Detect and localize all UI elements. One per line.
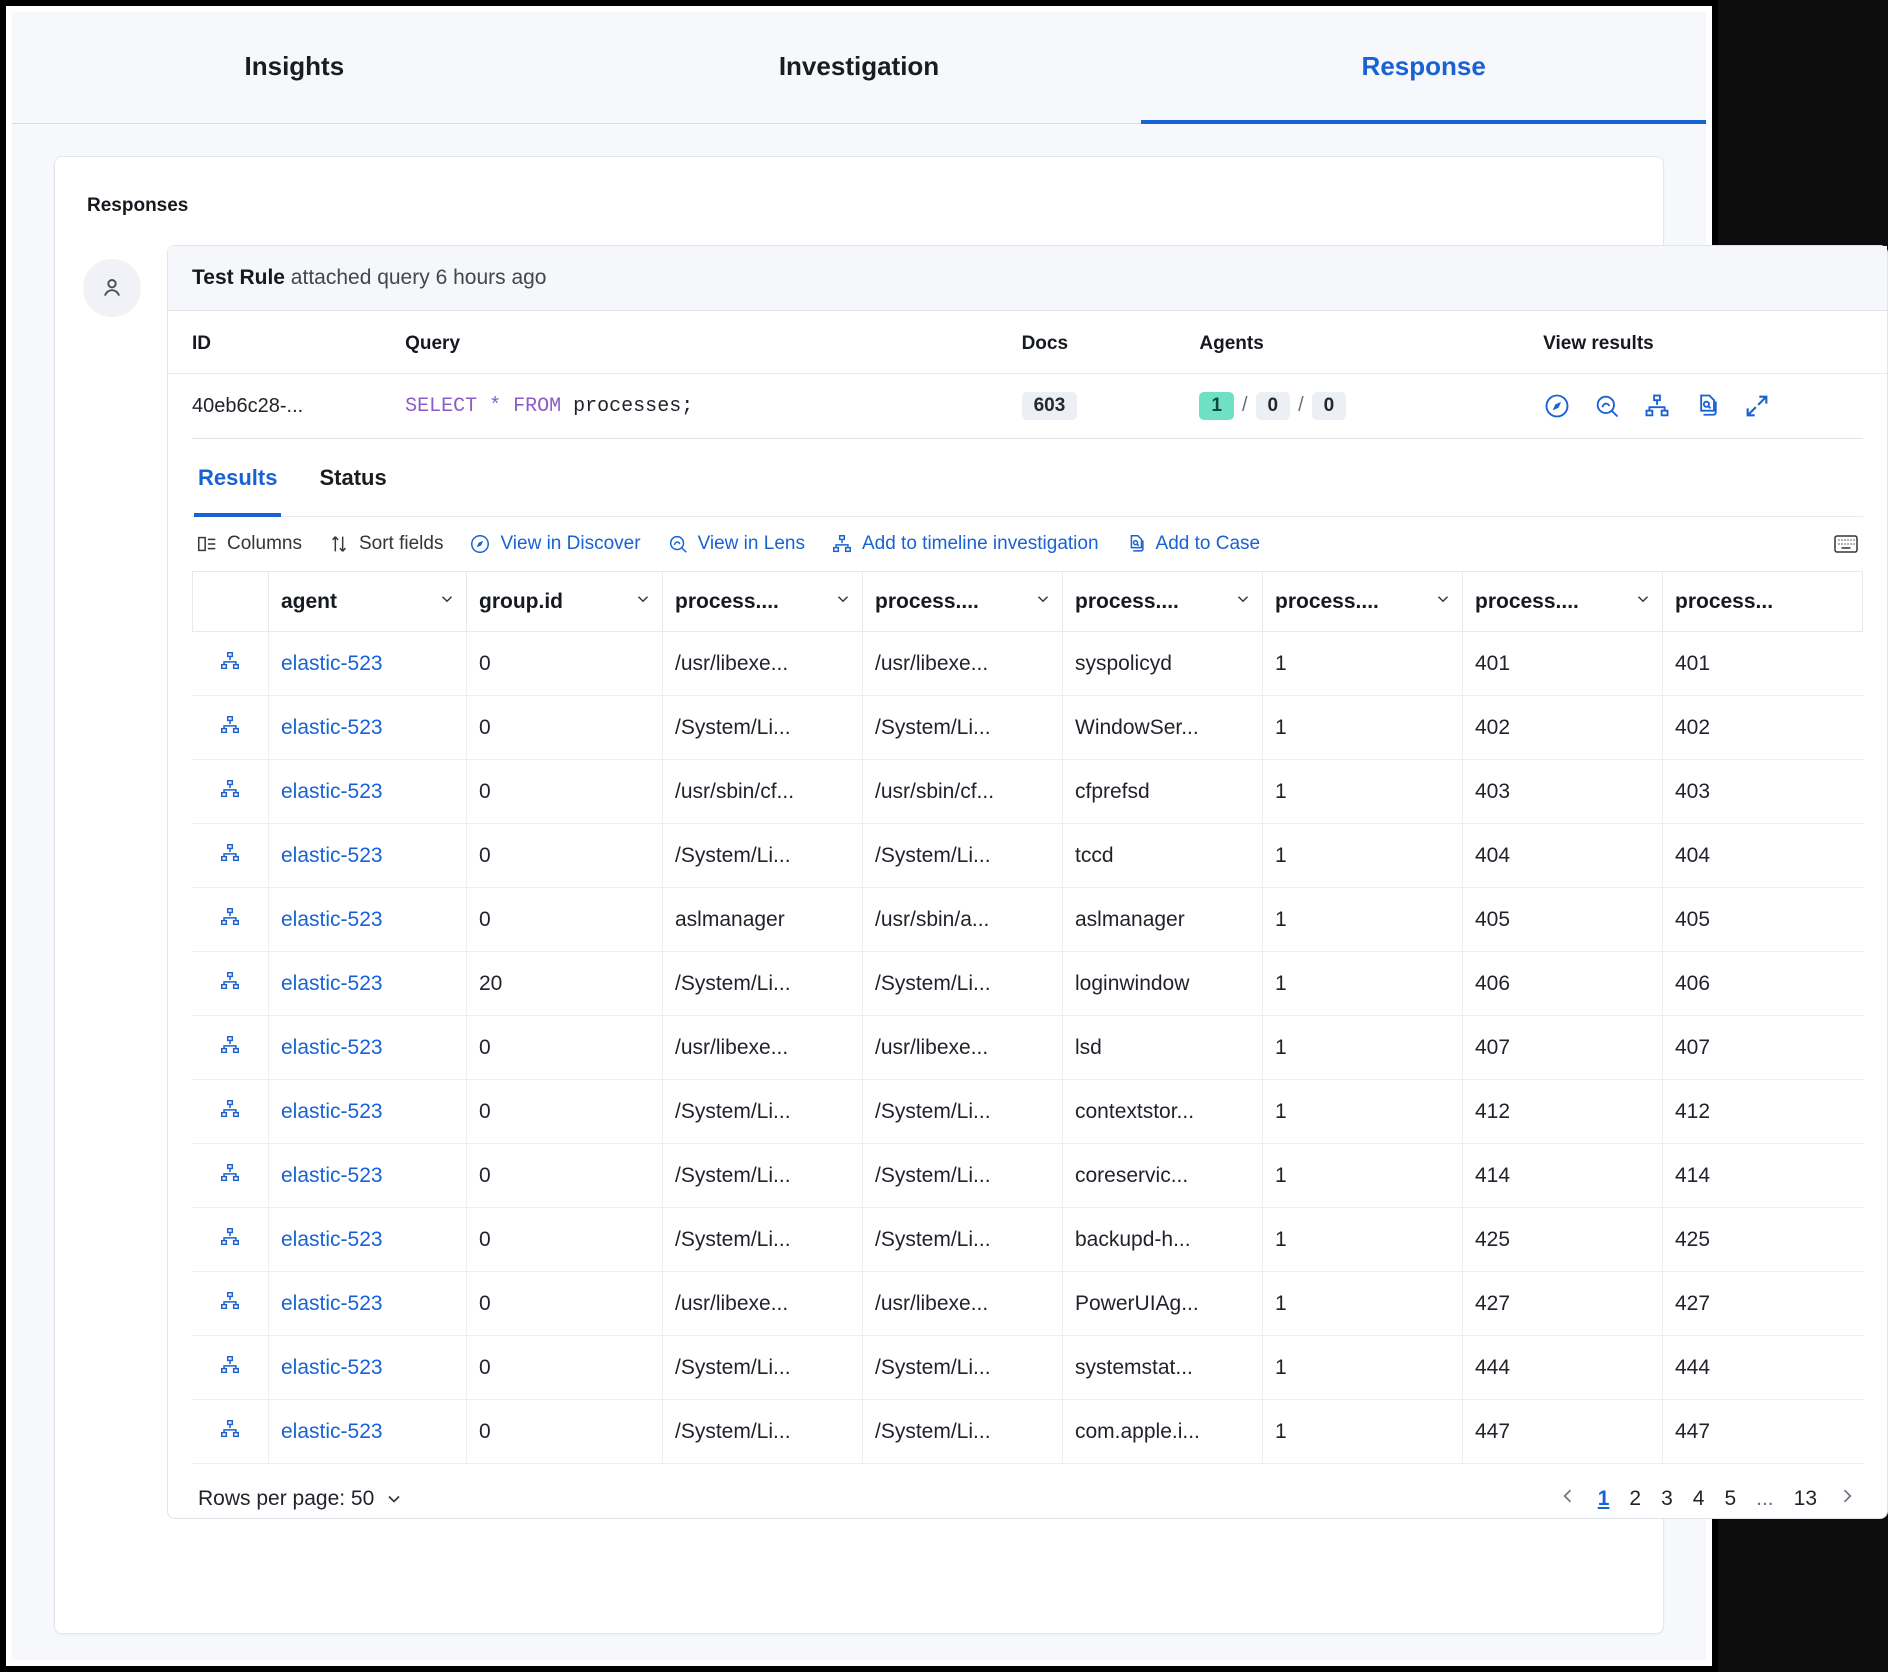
cell-process-4: 1 <box>1263 1336 1463 1400</box>
cell-process-3: coreservic... <box>1063 1144 1263 1208</box>
view-in-discover-label: View in Discover <box>500 533 641 554</box>
cell-agent[interactable] <box>269 1144 467 1208</box>
th-agent-label: agent <box>281 589 338 613</box>
cell-process-4: 1 <box>1263 952 1463 1016</box>
th-view-results: View results <box>1543 311 1887 374</box>
th-group-id[interactable] <box>467 572 663 632</box>
table-row <box>193 1016 1863 1080</box>
chevron-down-icon[interactable] <box>438 590 456 614</box>
tab-status[interactable]: Status <box>319 465 387 490</box>
cell-process-3: PowerUIAg... <box>1063 1272 1263 1336</box>
agent-link[interactable]: elastic-523 <box>281 843 383 867</box>
cell-process-6: 444 <box>1663 1336 1863 1400</box>
add-to-case-label: Add to Case <box>1155 533 1261 554</box>
previous-page-button[interactable] <box>1558 1486 1578 1512</box>
rows-per-page-select[interactable] <box>198 1487 404 1511</box>
cell-process-3: backupd-h... <box>1063 1208 1263 1272</box>
row-expand-button[interactable] <box>193 1208 269 1272</box>
view-in-lens-label: View in Lens <box>697 533 805 554</box>
timeline-icon <box>219 778 241 800</box>
page-body <box>12 12 1817 1660</box>
chevron-down-icon[interactable] <box>634 590 652 614</box>
table-row <box>193 632 1863 696</box>
rule-name: Test Rule <box>192 266 285 289</box>
page-button-5[interactable]: 5 <box>1724 1487 1737 1510</box>
query-card <box>167 245 1888 1519</box>
cell-process-2: /System/Li... <box>863 1144 1063 1208</box>
card-header <box>168 246 1887 311</box>
cell-process-6: 401 <box>1663 632 1863 696</box>
tab-results[interactable]: Results <box>194 439 281 517</box>
add-to-timeline-label: Add to timeline investigation <box>861 533 1099 554</box>
cell-process-5: 403 <box>1463 760 1663 824</box>
cell-process-3: contextstor... <box>1063 1080 1263 1144</box>
add-to-timeline-button[interactable] <box>831 533 1099 555</box>
table-row <box>193 1272 1863 1336</box>
cell-process-2: /System/Li... <box>863 1336 1063 1400</box>
grid-body <box>193 632 1863 1464</box>
cell-process-5: 405 <box>1463 888 1663 952</box>
th-process-5-label: process.... <box>1475 589 1579 613</box>
tab-investigation[interactable]: Investigation <box>778 50 940 81</box>
sql-table: processes; <box>561 394 694 418</box>
cell-process-5: 404 <box>1463 824 1663 888</box>
cell-process-1: /usr/libexe... <box>663 1016 863 1080</box>
query-id: 40eb6c28-... <box>192 394 304 417</box>
th-process-4[interactable] <box>1263 572 1463 632</box>
table-row <box>193 1336 1863 1400</box>
results-grid <box>192 571 1863 1464</box>
cell-group-id: 0 <box>467 888 663 952</box>
timeline-icon <box>219 906 241 928</box>
response-entry <box>83 245 1817 1519</box>
grid-footer <box>192 1464 1863 1518</box>
th-process-1-label: process.... <box>675 589 779 613</box>
cell-process-6: 425 <box>1663 1208 1863 1272</box>
cell-process-1: /usr/libexe... <box>663 1272 863 1336</box>
cell-process-3: tccd <box>1063 824 1263 888</box>
cell-process-5: 425 <box>1463 1208 1663 1272</box>
fullscreen-icon <box>1833 533 1859 555</box>
cell-process-2: /usr/sbin/a... <box>863 888 1063 952</box>
cell-process-6: 404 <box>1663 824 1863 888</box>
cell-group-id: 0 <box>467 1208 663 1272</box>
timeline-icon <box>219 970 241 992</box>
cell-process-1: /System/Li... <box>663 696 863 760</box>
th-query: Query <box>405 311 1021 374</box>
agent-link[interactable]: elastic-523 <box>281 1419 383 1443</box>
cell-process-1: aslmanager <box>663 888 863 952</box>
pagination <box>1558 1486 1857 1512</box>
table-row <box>193 1144 1863 1208</box>
timeline-icon <box>219 714 241 736</box>
discover-icon <box>469 533 491 555</box>
cell-process-4: 1 <box>1263 1080 1463 1144</box>
grid-toolbar <box>192 517 1863 571</box>
cell-process-3: lsd <box>1063 1016 1263 1080</box>
cell-process-1: /System/Li... <box>663 1336 863 1400</box>
cell-process-6: 402 <box>1663 696 1863 760</box>
cell-group-id: 0 <box>467 632 663 696</box>
chevron-down-icon[interactable] <box>834 590 852 614</box>
next-page-button[interactable] <box>1837 1486 1857 1512</box>
agent-link[interactable]: elastic-523 <box>281 1163 383 1187</box>
cell-process-5: 447 <box>1463 1400 1663 1464</box>
view-results-actions <box>1543 374 1887 439</box>
case-icon <box>1125 533 1147 555</box>
cell-process-1: /System/Li... <box>663 1400 863 1464</box>
row-expand-button[interactable] <box>193 1272 269 1336</box>
cell-process-3: com.apple.i... <box>1063 1400 1263 1464</box>
cell-group-id: 0 <box>467 1400 663 1464</box>
cell-process-4: 1 <box>1263 1272 1463 1336</box>
cell-process-3: systemstat... <box>1063 1336 1263 1400</box>
columns-button[interactable] <box>196 533 302 555</box>
rule-subtitle: attached query 6 hours ago <box>284 266 547 289</box>
th-agent[interactable] <box>269 572 467 632</box>
cell-agent[interactable] <box>269 760 467 824</box>
cell-process-6: 447 <box>1663 1400 1863 1464</box>
cell-process-1: /System/Li... <box>663 1208 863 1272</box>
agents-failed-badge: 0 <box>1312 392 1347 420</box>
page-title: Responses <box>87 195 189 216</box>
cell-process-5: 444 <box>1463 1336 1663 1400</box>
cell-process-4: 1 <box>1263 632 1463 696</box>
cell-process-2: /System/Li... <box>863 952 1063 1016</box>
row-expand-button[interactable] <box>193 952 269 1016</box>
page-button-2[interactable]: 2 <box>1629 1487 1642 1510</box>
cell-process-5: 407 <box>1463 1016 1663 1080</box>
th-id: ID <box>168 311 405 374</box>
cell-group-id: 0 <box>467 1144 663 1208</box>
cell-process-2: /System/Li... <box>863 824 1063 888</box>
th-process-2-label: process.... <box>875 589 979 613</box>
agents-pending-badge: 0 <box>1256 392 1291 420</box>
cell-process-6: 407 <box>1663 1016 1863 1080</box>
timeline-icon <box>219 842 241 864</box>
cell-process-1: /usr/sbin/cf... <box>663 760 863 824</box>
row-expand-button[interactable] <box>193 1144 269 1208</box>
cell-agent[interactable] <box>269 952 467 1016</box>
top-tabbar <box>12 12 1706 124</box>
query-summary-table <box>168 311 1887 438</box>
cell-process-4: 1 <box>1263 1016 1463 1080</box>
table-row <box>193 696 1863 760</box>
table-row <box>193 888 1863 952</box>
row-expand-button[interactable] <box>193 888 269 952</box>
cell-process-5: 401 <box>1463 632 1663 696</box>
cell-process-6: 414 <box>1663 1144 1863 1208</box>
th-process-1[interactable] <box>663 572 863 632</box>
cell-process-5: 427 <box>1463 1272 1663 1336</box>
cell-agent[interactable] <box>269 696 467 760</box>
cell-process-4: 1 <box>1263 1400 1463 1464</box>
cell-group-id: 0 <box>467 1016 663 1080</box>
timeline-icon <box>219 1418 241 1440</box>
query-text <box>405 374 1021 439</box>
cell-process-5: 412 <box>1463 1080 1663 1144</box>
slash-1: / <box>1241 394 1248 416</box>
agents-counts <box>1199 374 1543 439</box>
slash-2: / <box>1298 394 1304 416</box>
columns-icon <box>196 533 218 555</box>
table-row <box>193 1208 1863 1272</box>
chevron-down-icon[interactable] <box>1434 590 1452 614</box>
add-to-case-button[interactable] <box>1125 533 1261 555</box>
cell-group-id: 0 <box>467 824 663 888</box>
cell-process-2: /usr/libexe... <box>863 632 1063 696</box>
cell-process-1: /System/Li... <box>663 1080 863 1144</box>
pagination-ellipsis: ... <box>1756 1487 1774 1510</box>
cell-process-2: /usr/libexe... <box>863 1272 1063 1336</box>
cell-process-5: 414 <box>1463 1144 1663 1208</box>
agent-link[interactable]: elastic-523 <box>281 1099 383 1123</box>
row-expand-button[interactable] <box>193 1336 269 1400</box>
sql-keyword-from: FROM <box>513 394 562 418</box>
cell-process-1: /System/Li... <box>663 952 863 1016</box>
page-button-3[interactable]: 3 <box>1661 1487 1673 1510</box>
grid-header-row <box>193 572 1863 632</box>
cell-agent[interactable] <box>269 1272 467 1336</box>
docs-count <box>1022 374 1200 439</box>
lens-icon <box>667 533 689 555</box>
table-row <box>193 952 1863 1016</box>
th-process-6-label: process... <box>1675 589 1774 613</box>
agent-link[interactable]: elastic-523 <box>281 907 383 931</box>
agent-link[interactable]: elastic-523 <box>281 779 383 803</box>
cell-process-1: /System/Li... <box>663 1144 863 1208</box>
view-in-lens-button[interactable] <box>667 533 805 555</box>
timeline-icon <box>219 1098 241 1120</box>
cell-process-6: 405 <box>1663 888 1863 952</box>
cell-process-6: 412 <box>1663 1080 1863 1144</box>
cell-process-3: cfprefsd <box>1063 760 1263 824</box>
table-row <box>193 1080 1863 1144</box>
cell-group-id: 0 <box>467 1272 663 1336</box>
cell-agent[interactable] <box>269 1080 467 1144</box>
columns-label: Columns <box>227 533 302 554</box>
th-process-4-label: process.... <box>1275 589 1379 613</box>
view-in-discover-button[interactable] <box>469 533 640 555</box>
row-expand-button[interactable] <box>193 696 269 760</box>
cell-process-4: 1 <box>1263 888 1463 952</box>
sort-fields-button[interactable] <box>328 533 443 555</box>
cell-group-id: 0 <box>467 696 663 760</box>
cell-process-5: 406 <box>1463 952 1663 1016</box>
th-process-2[interactable] <box>863 572 1063 632</box>
cell-agent[interactable] <box>269 1208 467 1272</box>
cell-process-2: /System/Li... <box>863 1400 1063 1464</box>
cell-process-5: 402 <box>1463 696 1663 760</box>
sql-star: * <box>489 394 502 418</box>
agent-link[interactable]: elastic-523 <box>281 1227 383 1251</box>
row-expand-button[interactable] <box>193 824 269 888</box>
sort-fields-label: Sort fields <box>358 533 444 554</box>
cell-process-4: 1 <box>1263 760 1463 824</box>
row-expand-button[interactable] <box>193 632 269 696</box>
cell-agent[interactable] <box>269 632 467 696</box>
th-expand <box>193 572 269 632</box>
cell-process-3: aslmanager <box>1063 888 1263 952</box>
table-row <box>193 1400 1863 1464</box>
agent-link[interactable]: elastic-523 <box>281 1355 383 1379</box>
th-docs: Docs <box>1022 311 1200 374</box>
cell-process-4: 1 <box>1263 1144 1463 1208</box>
cell-process-2: /System/Li... <box>863 1080 1063 1144</box>
page-button-13[interactable]: 13 <box>1793 1487 1817 1510</box>
responses-panel <box>54 156 1817 1634</box>
agents-success-badge: 1 <box>1199 392 1234 420</box>
timeline-icon <box>219 1034 241 1056</box>
cell-agent[interactable] <box>269 888 467 952</box>
sql-keyword-select: SELECT <box>405 394 478 418</box>
cell-agent[interactable] <box>269 824 467 888</box>
lens-icon[interactable] <box>1593 392 1621 420</box>
cell-process-4: 1 <box>1263 696 1463 760</box>
table-row <box>193 760 1863 824</box>
query-summary-row <box>168 374 1887 439</box>
agent-link[interactable]: elastic-523 <box>281 1291 383 1315</box>
cell-process-6: 403 <box>1663 760 1863 824</box>
timeline-icon <box>831 533 853 555</box>
timeline-icon <box>219 1162 241 1184</box>
th-process-3-label: process.... <box>1075 589 1179 613</box>
row-expand-button[interactable] <box>193 1400 269 1464</box>
fullscreen-button[interactable] <box>1833 533 1859 555</box>
timeline-icon <box>219 1226 241 1248</box>
cell-process-3: WindowSer... <box>1063 696 1263 760</box>
timeline-icon[interactable] <box>1643 392 1671 420</box>
th-process-5[interactable] <box>1463 572 1663 632</box>
cell-group-id: 20 <box>467 952 663 1016</box>
rows-per-page-label: Rows per page: 50 <box>198 1487 375 1510</box>
chevron-down-icon <box>384 1489 404 1509</box>
cell-process-6: 406 <box>1663 952 1863 1016</box>
cell-process-4: 1 <box>1263 824 1463 888</box>
th-group-id-label: group.id <box>479 589 563 613</box>
timeline-icon <box>219 1354 241 1376</box>
cell-process-6: 427 <box>1663 1272 1863 1336</box>
agent-link[interactable]: elastic-523 <box>281 971 383 995</box>
sort-icon <box>328 533 350 555</box>
cell-group-id: 0 <box>467 760 663 824</box>
results-section <box>192 438 1863 1518</box>
cell-agent[interactable] <box>269 1016 467 1080</box>
tab-insights[interactable]: Insights <box>244 50 345 81</box>
agent-link[interactable]: elastic-523 <box>281 1035 383 1059</box>
cell-agent[interactable] <box>269 1336 467 1400</box>
avatar <box>83 259 141 317</box>
docs-badge: 603 <box>1022 392 1078 420</box>
table-row <box>193 824 1863 888</box>
timeline-icon <box>219 650 241 672</box>
th-process-6[interactable] <box>1663 572 1863 632</box>
agent-link[interactable]: elastic-523 <box>281 715 383 739</box>
cell-process-2: /usr/libexe... <box>863 1016 1063 1080</box>
cell-process-3: loginwindow <box>1063 952 1263 1016</box>
discover-icon[interactable] <box>1543 392 1571 420</box>
row-expand-button[interactable] <box>193 760 269 824</box>
cell-process-1: /usr/libexe... <box>663 632 863 696</box>
page-button-4[interactable]: 4 <box>1692 1487 1705 1510</box>
results-tabbar <box>192 439 1863 517</box>
cell-agent[interactable] <box>269 1400 467 1464</box>
page-button-1[interactable]: 1 <box>1597 1487 1610 1510</box>
cell-group-id: 0 <box>467 1336 663 1400</box>
chevron-down-icon[interactable] <box>1634 590 1652 614</box>
cell-process-4: 1 <box>1263 1208 1463 1272</box>
cell-process-2: /System/Li... <box>863 1208 1063 1272</box>
row-expand-button[interactable] <box>193 1016 269 1080</box>
th-process-3[interactable] <box>1063 572 1263 632</box>
cell-process-1: /System/Li... <box>663 824 863 888</box>
expand-icon[interactable] <box>1743 392 1771 420</box>
case-icon[interactable] <box>1693 392 1721 420</box>
chevron-down-icon[interactable] <box>1034 590 1052 614</box>
tab-response[interactable]: Response <box>1141 12 1706 124</box>
cell-process-2: /System/Li... <box>863 696 1063 760</box>
cell-process-3: syspolicyd <box>1063 632 1263 696</box>
chevron-left-icon <box>1558 1486 1578 1506</box>
cell-process-2: /usr/sbin/cf... <box>863 760 1063 824</box>
chevron-right-icon <box>1837 1486 1857 1506</box>
chevron-down-icon[interactable] <box>1234 590 1252 614</box>
th-agents: Agents <box>1199 311 1543 374</box>
cell-group-id: 0 <box>467 1080 663 1144</box>
row-expand-button[interactable] <box>193 1080 269 1144</box>
timeline-icon <box>219 1290 241 1312</box>
agent-link[interactable]: elastic-523 <box>281 651 383 675</box>
